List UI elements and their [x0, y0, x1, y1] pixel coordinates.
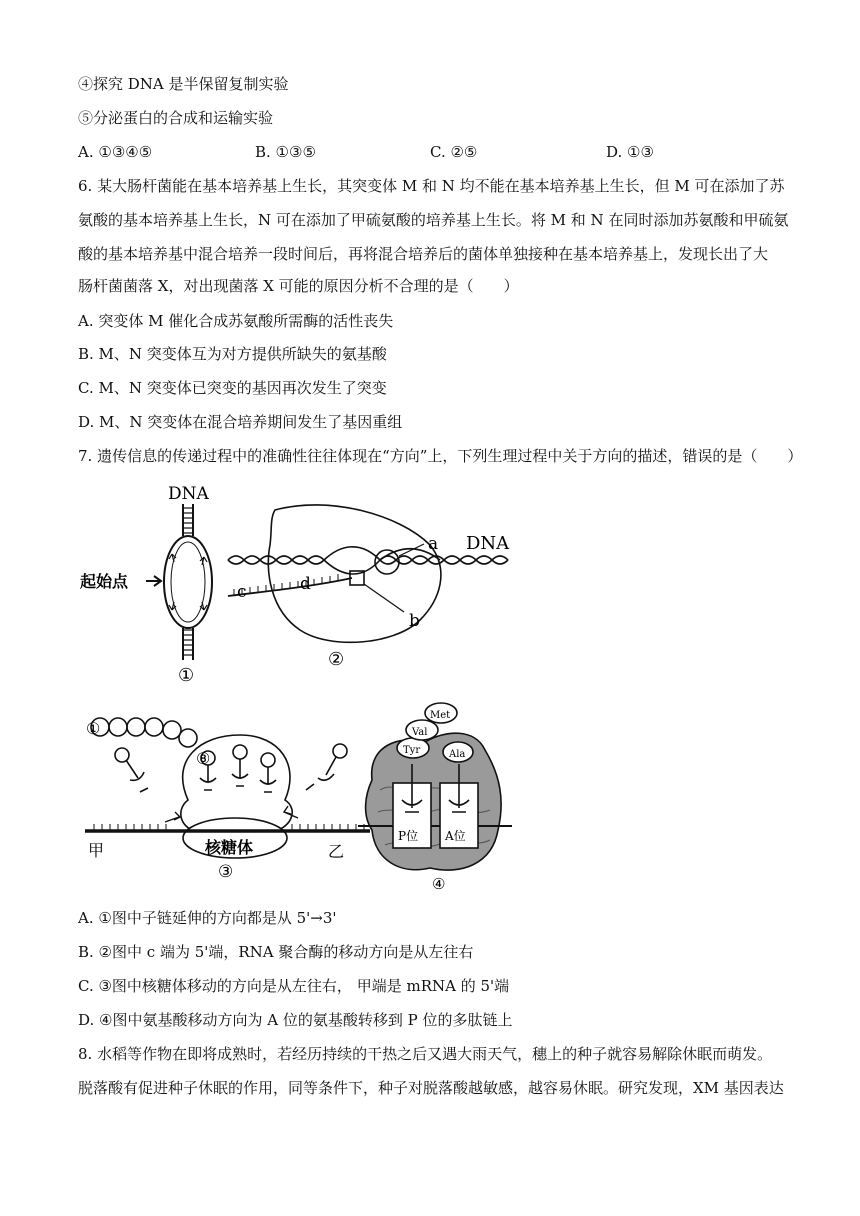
- fig4-met-label: Met: [430, 710, 451, 721]
- q6-option-c: C. M、N 突变体已突变的基因再次发生了突变: [78, 379, 387, 397]
- fig1-number: ①: [178, 665, 195, 686]
- q5-option-c: C. ②⑤: [430, 143, 478, 161]
- q7-option-b: B. ②图中 c 端为 5'端，RNA 聚合酶的移动方向是从左往右: [78, 943, 474, 961]
- fig3-ribosome-label: 核糖体: [205, 838, 254, 857]
- q5-option-b: B. ①③⑤: [255, 143, 316, 161]
- q6-stem-line-3: 酸的基本培养基中混合培养一段时间后，再将混合培养后的菌体单独接种在基本培养基上，发现长出了大: [78, 245, 769, 263]
- q5-option-a: A. ①③④⑤: [78, 143, 153, 161]
- q5-option-d: D. ①③: [606, 143, 654, 161]
- figure-2-transcription: [228, 505, 508, 642]
- fig4-ala-label: Ala: [449, 749, 466, 760]
- fig2-label-b: b: [409, 611, 420, 631]
- fig2-dna-label: DNA: [466, 533, 510, 554]
- figure-4-ribosome-sites: [358, 703, 512, 870]
- fig2-label-a: a: [428, 534, 439, 554]
- q7-option-a: A. ①图中子链延伸的方向都是从 5'→3': [78, 909, 337, 927]
- item-5: ⑤分泌蛋白的合成和运输实验: [78, 109, 274, 127]
- fig2-label-d: d: [300, 574, 311, 594]
- q8-stem-line-1: 8. 水稻等作物在即将成熟时，若经历持续的干热之后又遇大雨天气，穗上的种子就容易解除休眠而萌发。: [78, 1045, 773, 1063]
- fig1-dna-label: DNA: [168, 484, 209, 504]
- figure-1-replication: [146, 504, 212, 660]
- q6-stem-line-4: 肠杆菌菌落 X，对出现菌落 X 可能的原因分析不合理的是（ ）: [78, 277, 519, 295]
- fig4-tyr-label: Tyr: [403, 745, 421, 756]
- fig3-label-8: ⑧: [196, 749, 211, 768]
- q6-option-b: B. M、N 突变体互为对方提供所缺失的氨基酸: [78, 345, 387, 363]
- fig4-a-site-label: A位: [445, 829, 466, 843]
- q6-stem-line-2: 氨酸的基本培养基上生长，N 可在添加了甲硫氨酸的培养基上生长。将 M 和 N 在同时添加苏氨酸和甲硫氨: [78, 211, 789, 229]
- fig3-number: ③: [218, 862, 234, 882]
- figure-3-translation: [85, 718, 370, 858]
- fig3-label-jia: 甲: [88, 841, 105, 860]
- item-4: ④探究 DNA 是半保留复制实验: [78, 75, 289, 93]
- fig4-val-label: Val: [412, 727, 428, 738]
- q6-stem-line-1: 6. 某大肠杆菌能在基本培养基上生长，其突变体 M 和 N 均不能在基本培养基上生长，但 M 可在添加了苏: [78, 177, 785, 195]
- fig3-label-1: ①: [86, 719, 101, 738]
- q7-option-c: C. ③图中核糖体移动的方向是从左往右， 甲端是 mRNA 的 5'端: [78, 977, 510, 995]
- q8-stem-line-2: 脱落酸有促进种子休眠的作用，同等条件下，种子对脱落酸越敏感，越容易休眠。研究发现，XM 基因表达: [78, 1079, 784, 1097]
- fig4-number: ④: [432, 875, 446, 893]
- q6-option-a: A. 突变体 M 催化合成苏氨酸所需酶的活性丧失: [78, 312, 394, 330]
- q7-option-d: D. ④图中氨基酸移动方向为 A 位的氨基酸转移到 P 位的多肽链上: [78, 1011, 513, 1029]
- fig2-number: ②: [328, 649, 345, 670]
- q7-stem: 7. 遗传信息的传递过程中的准确性往往体现在“方向”上，下列生理过程中关于方向的描述，错误的是（ ）: [78, 447, 803, 465]
- fig3-label-yi: 乙: [328, 842, 345, 861]
- q6-option-d: D. M、N 突变体在混合培养期间发生了基因重组: [78, 413, 403, 431]
- fig1-origin-label: 起始点: [80, 572, 129, 591]
- fig4-p-site-label: P位: [398, 829, 419, 843]
- fig2-label-c: c: [237, 582, 247, 602]
